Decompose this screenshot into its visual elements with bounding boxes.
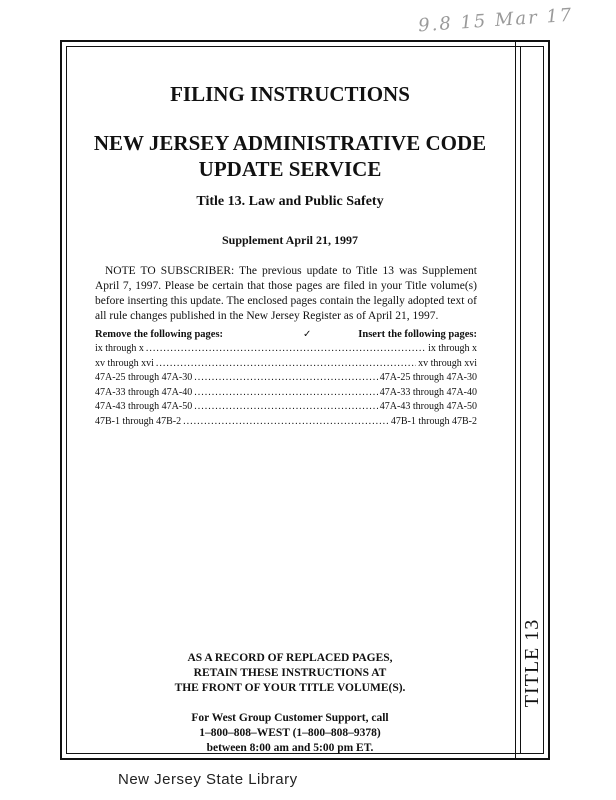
table-row <box>95 415 477 430</box>
support-line: 1–800–808–WEST (1–800–808–9378) <box>199 727 381 739</box>
support-note <box>70 711 510 756</box>
insert-pages: xv through xvi <box>418 357 477 369</box>
side-tab-label: TITLE 13 <box>521 618 543 708</box>
leader-dots <box>194 371 378 386</box>
page-title: FILING INSTRUCTIONS <box>170 82 410 106</box>
insert-header: Insert the following pages: <box>358 329 477 340</box>
table-row <box>95 371 477 386</box>
table-row <box>95 386 477 401</box>
leader-dots <box>156 357 416 372</box>
remove-pages: 47A-43 through 47A-50 <box>95 401 193 412</box>
check-mark-icon: ✓ <box>303 329 312 340</box>
leader-dots <box>194 386 378 401</box>
handwritten-note: 9.8 15 Mar 17 <box>417 4 574 37</box>
record-note-line: AS A RECORD OF REPLACED PAGES, <box>187 652 393 664</box>
leader-dots <box>146 342 426 357</box>
support-line: For West Group Customer Support, call <box>191 712 389 724</box>
library-stamp: New Jersey State Library <box>118 771 298 788</box>
leader-dots <box>194 400 378 415</box>
insert-pages: 47A-33 through 47A-40 <box>379 386 477 398</box>
supplement-date: Supplement April 21, 1997 <box>221 233 359 247</box>
remove-pages: xv through xvi <box>95 357 154 369</box>
remove-pages: 47A-25 through 47A-30 <box>95 372 193 383</box>
insert-pages: 47B-1 through 47B-2 <box>390 415 477 427</box>
table-row <box>95 357 477 372</box>
record-note <box>70 651 510 696</box>
insert-pages: 47A-43 through 47A-50 <box>379 401 477 412</box>
remove-header: Remove the following pages: <box>95 329 224 340</box>
pages-table-header <box>95 327 477 342</box>
record-note-line: THE FRONT OF YOUR TITLE VOLUME(S). <box>174 682 406 694</box>
remove-pages: 47A-33 through 47A-40 <box>95 386 193 398</box>
leader-dots <box>183 415 389 430</box>
table-row <box>95 400 477 415</box>
insert-pages: ix through x <box>428 343 477 354</box>
remove-pages: ix through x <box>95 343 144 354</box>
subtitle-line: NEW JERSEY ADMINISTRATIVE CODE <box>93 131 487 155</box>
page-subtitle <box>70 130 510 182</box>
title-name: Title 13. Law and Public Safety <box>196 194 384 209</box>
remove-pages: 47B-1 through 47B-2 <box>95 415 182 427</box>
pages-table <box>95 327 477 429</box>
support-line: between 8:00 am and 5:00 pm ET. <box>206 742 374 754</box>
subtitle-line: UPDATE SERVICE <box>198 157 382 181</box>
record-note-line: RETAIN THESE INSTRUCTIONS AT <box>193 667 387 679</box>
subscriber-note: NOTE TO SUBSCRIBER: The previous update to Title 13 was Supplement April 7, 1997. Please be certain that those pages are filed in your Title volume(s) before inserting this update. The enclosed pages contain the legally adopted text of all rule changes published in the New Jersey Register as of April 21, 1997. <box>95 265 477 322</box>
table-row <box>95 342 477 357</box>
insert-pages: 47A-25 through 47A-30 <box>379 372 477 383</box>
